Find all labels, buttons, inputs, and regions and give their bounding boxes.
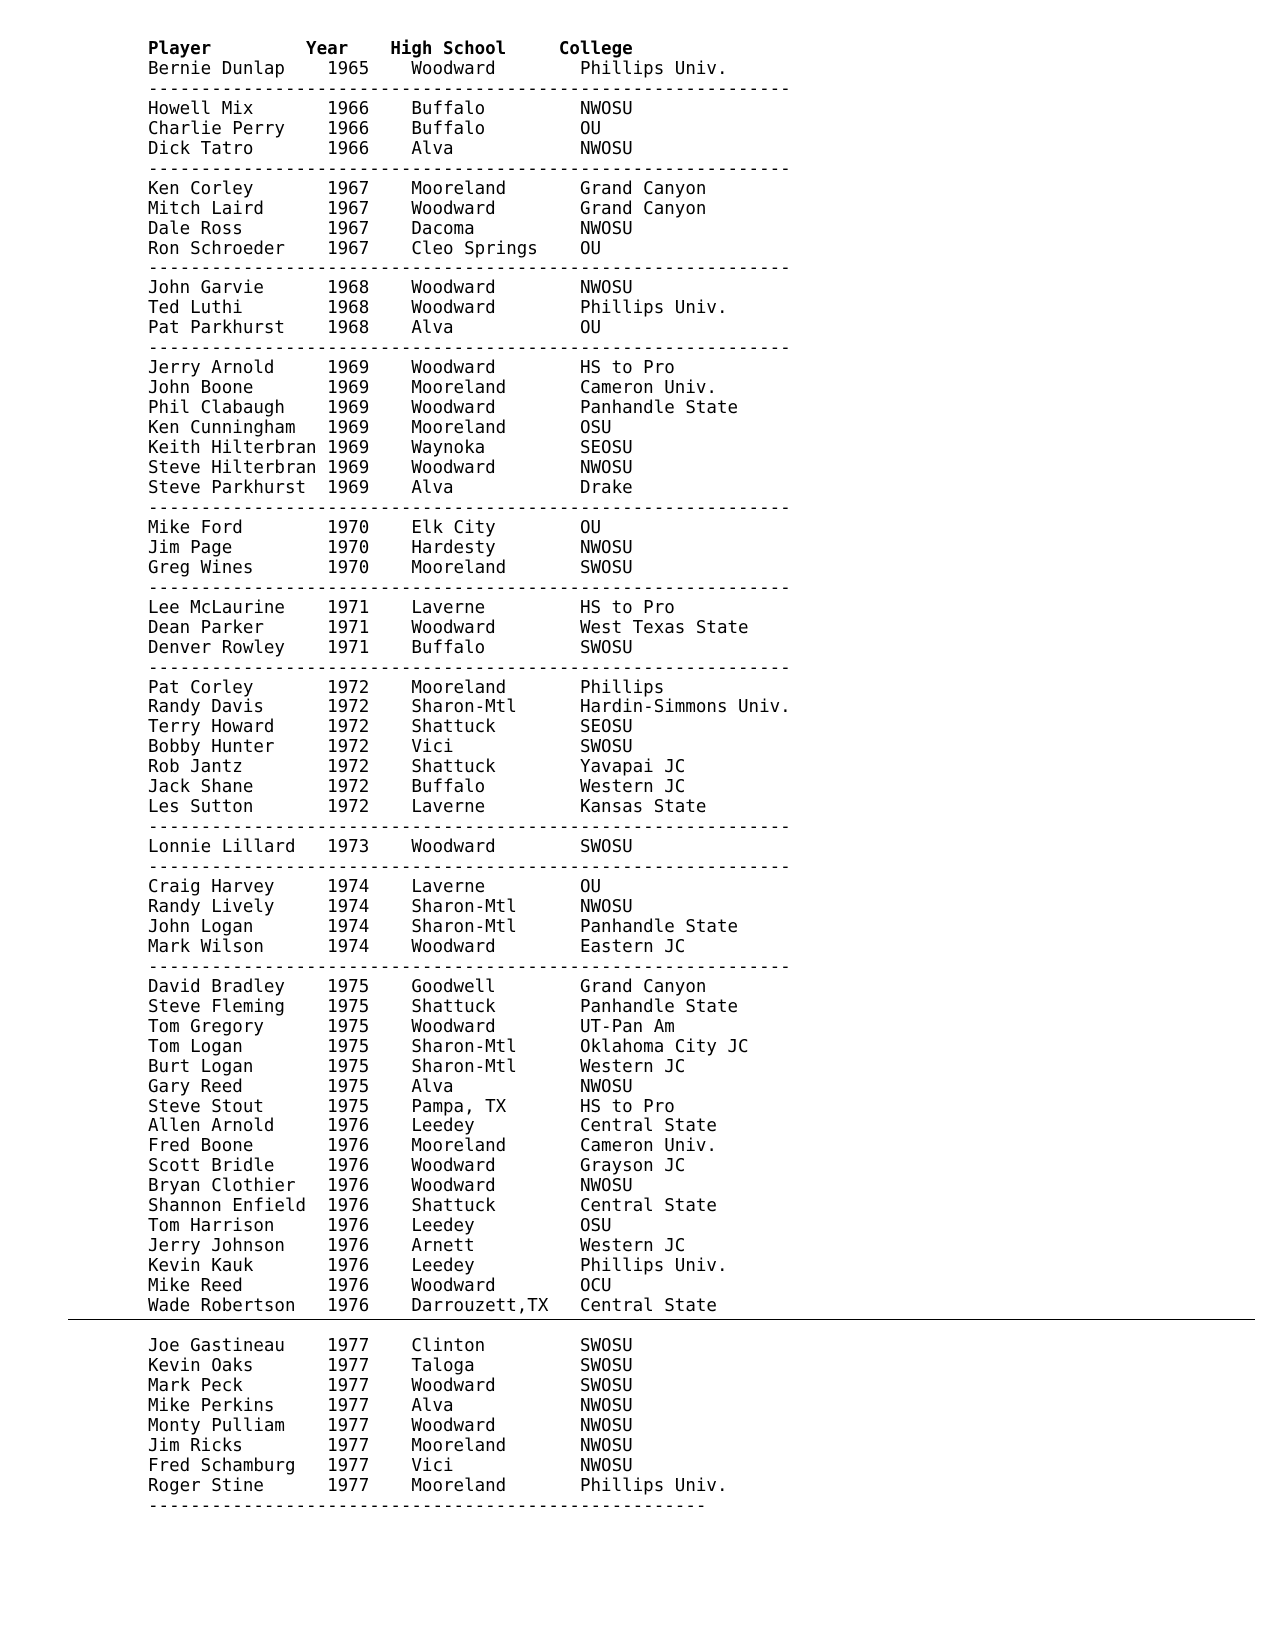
table-row: Mike Ford 1970 Elk City OU	[148, 517, 602, 538]
table-row: Bryan Clothier 1976 Woodward NWOSU	[148, 1176, 633, 1197]
table-row: Phil Clabaugh 1969 Woodward Panhandle State	[148, 398, 739, 419]
table-row: Steve Parkhurst 1969 Alva Drake	[148, 477, 633, 498]
table-row: Pat Corley 1972 Mooreland Phillips	[148, 677, 665, 698]
group-divider: -------------------------------------------------------------	[148, 657, 791, 678]
group-divider: -------------------------------------------------------------	[148, 956, 791, 977]
table-row: Steve Hilterbran 1969 Woodward NWOSU	[148, 458, 633, 479]
table-row: Joe Gastineau 1977 Clinton SWOSU	[148, 1335, 633, 1356]
table-row: Shannon Enfield 1976 Shattuck Central State	[148, 1196, 717, 1217]
table-row: Jim Page 1970 Hardesty NWOSU	[148, 537, 633, 558]
table-row: Gary Reed 1975 Alva NWOSU	[148, 1076, 633, 1097]
table-row: John Boone 1969 Mooreland Cameron Univ.	[148, 378, 717, 399]
table-row: Les Sutton 1972 Laverne Kansas State	[148, 797, 707, 818]
table-row: Wade Robertson 1976 Darrouzett,TX Central State	[148, 1296, 717, 1317]
group-divider: -------------------------------------------------------------	[148, 158, 791, 179]
table-row: Tom Logan 1975 Sharon-Mtl Oklahoma City JC	[148, 1036, 749, 1057]
group-divider: -------------------------------------------------------------	[148, 78, 791, 99]
group-divider: -------------------------------------------------------------	[148, 817, 791, 838]
table-row: Tom Gregory 1975 Woodward UT-Pan Am	[148, 1016, 675, 1037]
table-row: Mike Reed 1976 Woodward OCU	[148, 1276, 612, 1297]
table-row: Lonnie Lillard 1973 Woodward SWOSU	[148, 837, 633, 858]
group-divider: -------------------------------------------------------------	[148, 338, 791, 359]
page-break-rule	[68, 1319, 1255, 1320]
table-row: Bobby Hunter 1972 Vici SWOSU	[148, 737, 633, 758]
table-row: Charlie Perry 1966 Buffalo OU	[148, 118, 602, 139]
table-row: Steve Stout 1975 Pampa, TX HS to Pro	[148, 1096, 675, 1117]
table-row: Monty Pulliam 1977 Woodward NWOSU	[148, 1415, 633, 1436]
table-row: Jim Ricks 1977 Mooreland NWOSU	[148, 1435, 633, 1456]
table-row: Ron Schroeder 1967 Cleo Springs OU	[148, 238, 602, 259]
table-row: Mark Peck 1977 Woodward SWOSU	[148, 1375, 633, 1396]
table-row: Mike Perkins 1977 Alva NWOSU	[148, 1395, 633, 1416]
table-row: Kevin Oaks 1977 Taloga SWOSU	[148, 1355, 633, 1376]
table-row: Terry Howard 1972 Shattuck SEOSU	[148, 717, 633, 738]
table-row: Fred Schamburg 1977 Vici NWOSU	[148, 1455, 633, 1476]
group-divider: -------------------------------------------------------------	[148, 497, 791, 518]
table-row: Burt Logan 1975 Sharon-Mtl Western JC	[148, 1056, 686, 1077]
table-row: Bernie Dunlap 1965 Woodward Phillips Univ.	[148, 58, 728, 79]
table-row: Randy Lively 1974 Sharon-Mtl NWOSU	[148, 896, 633, 917]
table-row: Randy Davis 1972 Sharon-Mtl Hardin-Simmons Univ.	[148, 697, 791, 718]
table-row: Rob Jantz 1972 Shattuck Yavapai JC	[148, 757, 686, 778]
table-row: Dean Parker 1971 Woodward West Texas State	[148, 617, 749, 638]
table-row: Craig Harvey 1974 Laverne OU	[148, 877, 602, 898]
table-row: Fred Boone 1976 Mooreland Cameron Univ.	[148, 1136, 717, 1157]
group-divider: -------------------------------------------------------------	[148, 577, 791, 598]
table-row: Allen Arnold 1976 Leedey Central State	[148, 1116, 717, 1137]
table-row: Kevin Kauk 1976 Leedey Phillips Univ.	[148, 1256, 728, 1277]
table-row: Ted Luthi 1968 Woodward Phillips Univ.	[148, 298, 728, 319]
table-row: David Bradley 1975 Goodwell Grand Canyon	[148, 976, 707, 997]
table-row: John Logan 1974 Sharon-Mtl Panhandle State	[148, 916, 739, 937]
table-row: Jack Shane 1972 Buffalo Western JC	[148, 777, 686, 798]
table-row: Roger Stine 1977 Mooreland Phillips Univ.	[148, 1475, 728, 1496]
table-row: Keith Hilterbran 1969 Waynoka SEOSU	[148, 438, 633, 459]
group-divider: -------------------------------------------------------------	[148, 857, 791, 878]
table-row: Greg Wines 1970 Mooreland SWOSU	[148, 557, 633, 578]
table-row: Mitch Laird 1967 Woodward Grand Canyon	[148, 198, 707, 219]
table-row: Tom Harrison 1976 Leedey OSU	[148, 1216, 612, 1237]
group-divider-final: -----------------------------------------------------	[148, 1495, 707, 1516]
table-row: Lee McLaurine 1971 Laverne HS to Pro	[148, 597, 675, 618]
table-row: Scott Bridle 1976 Woodward Grayson JC	[148, 1156, 686, 1177]
group-divider: -------------------------------------------------------------	[148, 258, 791, 279]
table-row: Mark Wilson 1974 Woodward Eastern JC	[148, 936, 686, 957]
table-row: Dick Tatro 1966 Alva NWOSU	[148, 138, 633, 159]
table-row: Steve Fleming 1975 Shattuck Panhandle State	[148, 996, 739, 1017]
table-row: Ken Cunningham 1969 Mooreland OSU	[148, 418, 612, 439]
table-row: Jerry Arnold 1969 Woodward HS to Pro	[148, 358, 675, 379]
table-row: Dale Ross 1967 Dacoma NWOSU	[148, 218, 633, 239]
table-row: Ken Corley 1967 Mooreland Grand Canyon	[148, 178, 707, 199]
table-header-row: Player Year High School College	[148, 39, 633, 59]
table-row: Howell Mix 1966 Buffalo NWOSU	[148, 98, 633, 119]
table-row: Pat Parkhurst 1968 Alva OU	[148, 318, 602, 339]
table-row: John Garvie 1968 Woodward NWOSU	[148, 278, 633, 299]
player-listing	[0, 40, 1275, 1517]
table-row: Denver Rowley 1971 Buffalo SWOSU	[148, 637, 633, 658]
table-row: Jerry Johnson 1976 Arnett Western JC	[148, 1236, 686, 1257]
